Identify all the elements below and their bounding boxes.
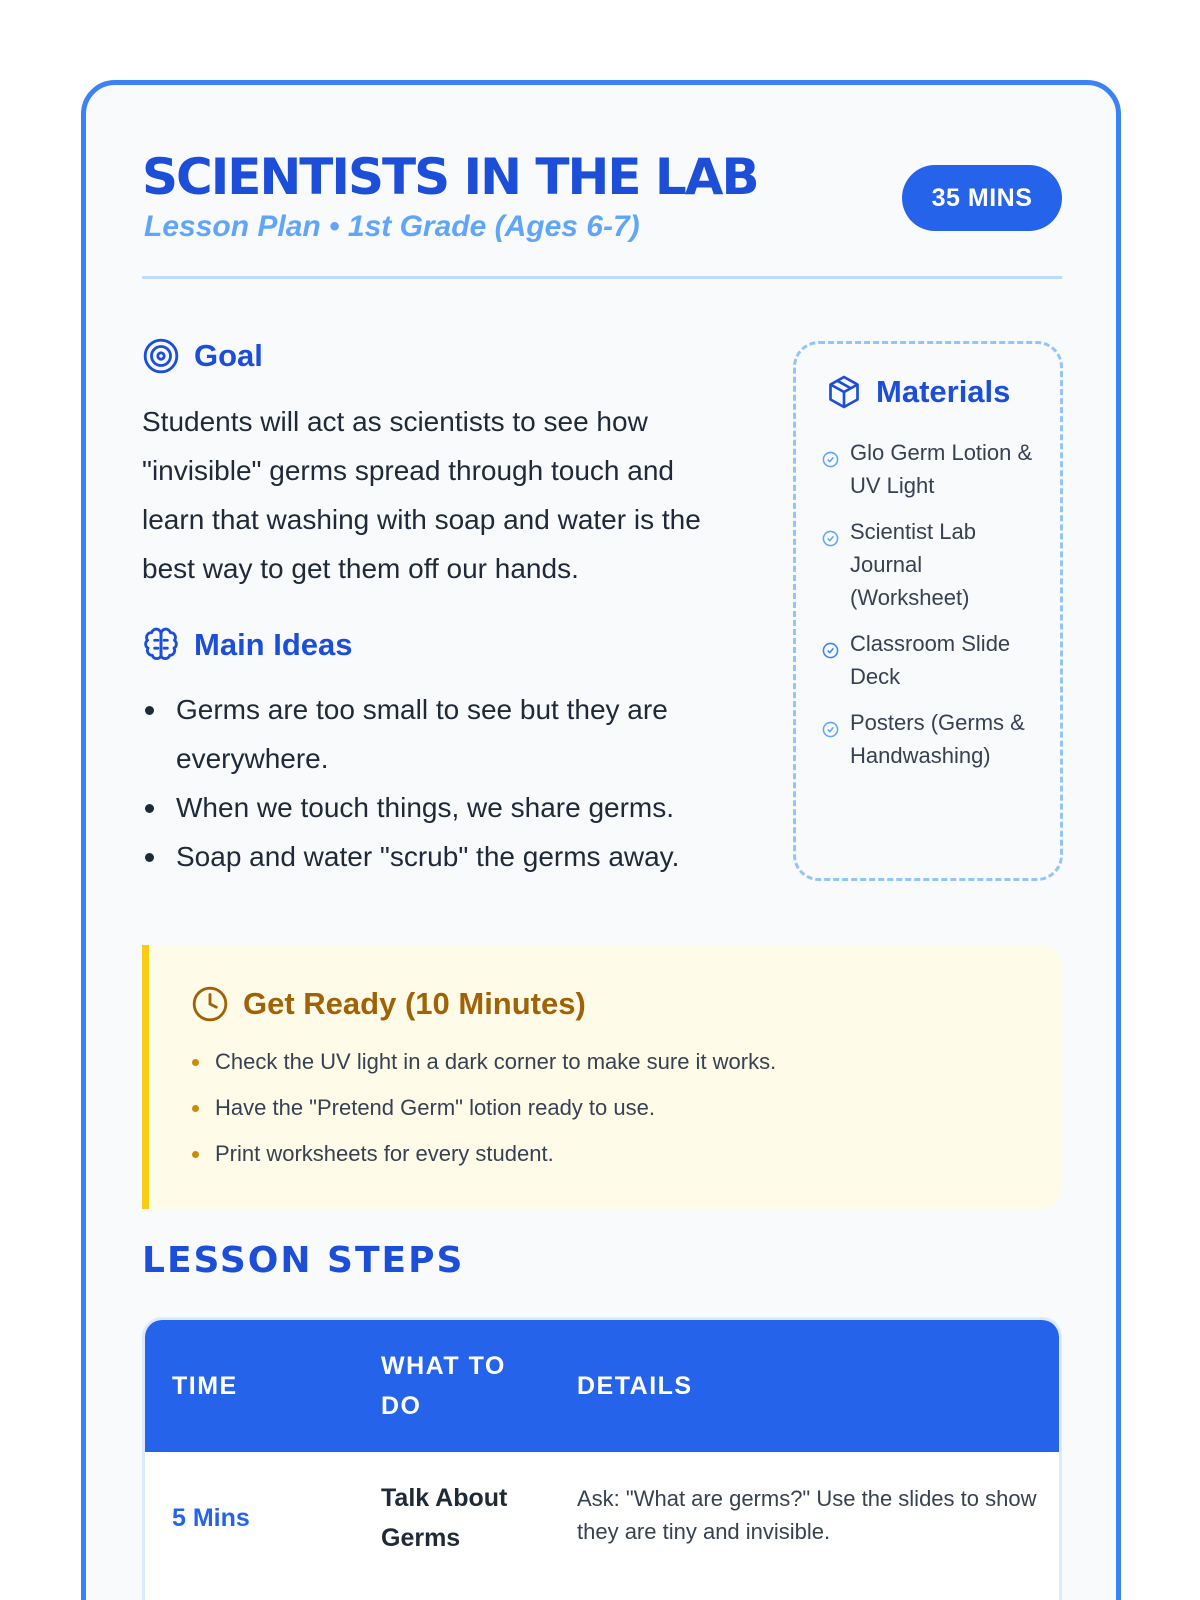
list-item: [822, 627, 1042, 693]
list-item: Check the UV light in a dark corner to make sure it works.: [191, 1039, 1051, 1085]
list-item: Have the "Pretend Germ" lotion ready to use.: [191, 1085, 1051, 1131]
material-label: Glo Germ Lotion & UV Light: [850, 440, 1033, 498]
check-circle-icon: [822, 714, 839, 747]
main-ideas-heading-label: Main Ideas: [194, 627, 353, 662]
page-subtitle: Lesson Plan • 1st Grade (Ages 6-7): [144, 210, 640, 243]
main-ideas-list: [142, 685, 762, 881]
column-header-details: DETAILS: [577, 1372, 693, 1400]
goal-heading-label: Goal: [194, 338, 263, 373]
list-item: [822, 706, 1042, 772]
list-item: [822, 436, 1042, 502]
lesson-steps-table: [142, 1317, 1062, 1600]
material-label: Classroom Slide Deck: [850, 631, 1011, 689]
materials-box: [793, 341, 1063, 881]
material-label: Scientist Lab Journal (Worksheet): [850, 519, 976, 610]
box-icon: [826, 374, 862, 410]
goal-heading: [142, 337, 263, 375]
table-header: [145, 1320, 1059, 1452]
table-row: [145, 1452, 1059, 1600]
list-item: [822, 515, 1042, 614]
get-ready-list: [191, 1039, 1051, 1177]
check-circle-icon: [822, 635, 839, 668]
lesson-header: [142, 147, 1062, 279]
check-circle-icon: [822, 444, 839, 477]
column-header-what: WHAT TO DO: [381, 1352, 506, 1420]
list-item: When we touch things, we share germs.: [142, 783, 762, 832]
get-ready-box: [142, 945, 1062, 1209]
get-ready-heading-label: Get Ready (10 Minutes): [243, 986, 586, 1021]
duration-badge: 35 MINS: [902, 165, 1062, 231]
brain-icon: [142, 626, 180, 664]
list-item: Soap and water "scrub" the germs away.: [142, 832, 762, 881]
main-ideas-heading: [142, 626, 353, 664]
list-item: Print worksheets for every student.: [191, 1131, 1051, 1177]
materials-heading: [826, 374, 1010, 410]
step-what: Talk About Germs: [381, 1484, 508, 1552]
material-label: Posters (Germs & Handwashing): [850, 710, 1025, 768]
goal-text: Students will act as scientists to see how "invisible" germs spread through touch and learn that washing with soap and water is the best way to get them off our hands.: [142, 406, 701, 584]
materials-list: [822, 436, 1042, 785]
materials-heading-label: Materials: [876, 374, 1011, 409]
target-icon: [142, 337, 180, 375]
get-ready-heading: [191, 985, 586, 1023]
lesson-steps-heading: LESSON STEPS: [142, 1240, 465, 1281]
lesson-plan-card: [81, 80, 1121, 1600]
step-details: Ask: "What are germs?" Use the slides to show they are tiny and invisible.: [577, 1486, 1037, 1544]
check-circle-icon: [822, 523, 839, 556]
page-title: SCIENTISTS IN THE LAB: [142, 148, 758, 206]
column-header-time: TIME: [172, 1372, 238, 1400]
step-time: 5 Mins: [172, 1504, 250, 1532]
clock-icon: [191, 985, 229, 1023]
list-item: Germs are too small to see but they are everywhere.: [142, 685, 762, 783]
